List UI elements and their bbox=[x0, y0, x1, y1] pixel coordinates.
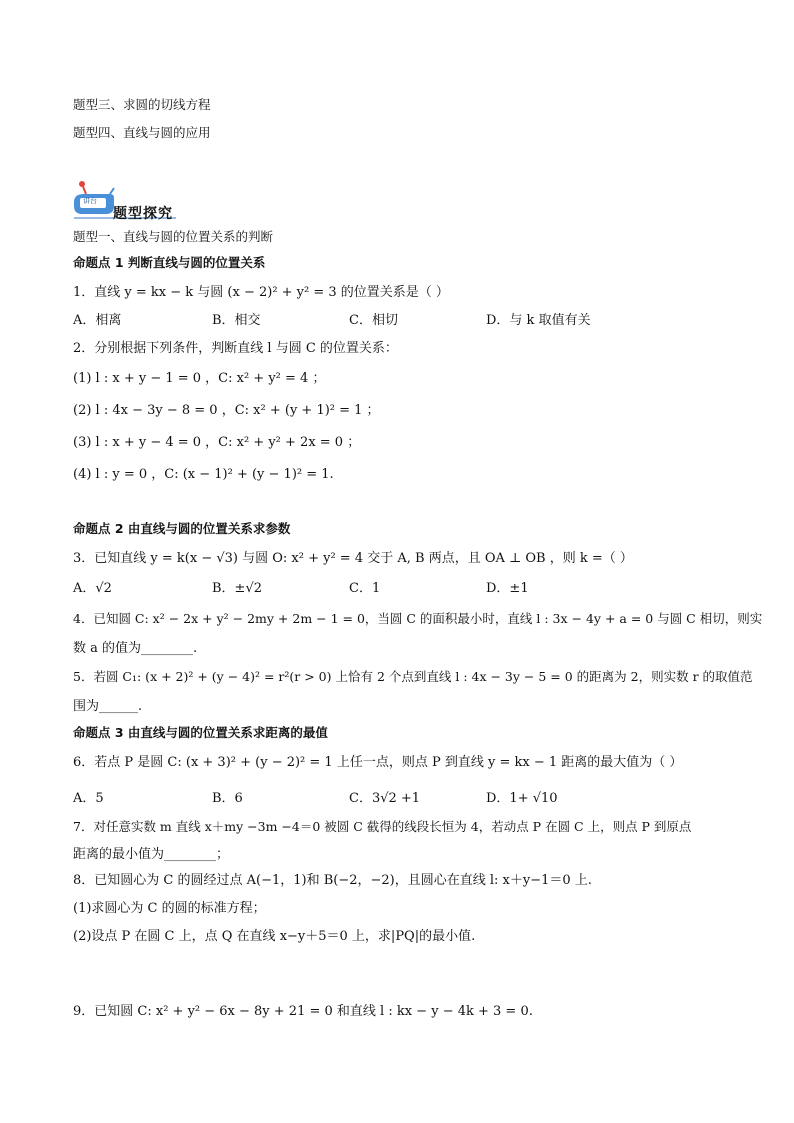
question-8-part-1: (1)求圆心为 C 的圆的标准方程； bbox=[73, 901, 266, 916]
question-7-line-1: 7．对任意实数 m 直线 x＋my −3m −4＝0 被圆 C 截得的线段长恒为 4，若动点 P 在圆 C 上，则点 P 到原点 bbox=[73, 819, 692, 834]
toc-item-2: 题型三、求圆的切线方程 bbox=[73, 97, 211, 112]
point3-title: 命题点 3 由直线与圆的位置关系求距离的最值 bbox=[73, 725, 328, 740]
q3-option-b: B．±√2 bbox=[212, 581, 263, 596]
q3-option-d: D．±1 bbox=[486, 581, 529, 596]
q1-option-c: C．相切 bbox=[349, 313, 398, 328]
q2-item-1: (1) l : x + y − 1 = 0 ，C: x² + y² = 4 ； bbox=[73, 371, 326, 386]
q1-option-b: B．相交 bbox=[212, 313, 261, 328]
question-9: 9．已知圆 C: x² + y² − 6x − 8y + 21 = 0 和直线 l : kx − y − 4k + 3 = 0. bbox=[73, 1004, 533, 1019]
question-8-part-2: (2)设点 P 在圆 C 上，点 Q 在直线 x−y＋5＝0 上，求|PQ|的最小值. bbox=[73, 929, 476, 944]
q3-option-c: C．1 bbox=[349, 581, 381, 596]
q6-option-a: A．5 bbox=[73, 791, 104, 806]
question-4-line-1: 4．已知圆 C: x² − 2x + y² − 2my + 2m − 1 = 0，当圆 C 的面积最小时，直线 l : 3x − 4y + a = 0 与圆 C 相切，则实 bbox=[73, 611, 763, 626]
q2-item-4: (4) l : y = 0 ，C: (x − 1)² + (y − 1)² = 1. bbox=[73, 467, 334, 482]
question-4-line-2: 数 a 的值为________. bbox=[73, 641, 198, 656]
question-7-line-2: 距离的最小值为________； bbox=[73, 847, 230, 862]
question-2: 2．分别根据下列条件，判断直线 l 与圆 C 的位置关系： bbox=[73, 341, 398, 356]
section-logo-text: 题型探究 bbox=[113, 206, 173, 222]
q3-option-a: A．√2 bbox=[73, 581, 112, 596]
point1-title: 命题点 1 判断直线与圆的位置关系 bbox=[73, 255, 266, 270]
q1-option-a: A．相离 bbox=[73, 313, 122, 328]
logo-badge-text: 讲台 bbox=[83, 197, 97, 205]
q1-option-d: D．与 k 取值有关 bbox=[486, 313, 591, 328]
q2-item-3: (3) l : x + y − 4 = 0 ，C: x² + y² + 2x = 0 ； bbox=[73, 435, 361, 450]
question-6: 6．若点 P 是圆 C: (x + 3)² + (y − 2)² = 1 上任一点，则点 P 到直线 y = kx − 1 距离的最大值为（ ） bbox=[73, 755, 683, 770]
q6-option-b: B．6 bbox=[212, 791, 243, 806]
question-3: 3．已知直线 y = k(x − √3) 与圆 O: x² + y² = 4 交于 A, B 两点，且 OA ⊥ OB ，则 k =（ ） bbox=[73, 551, 633, 566]
question-8: 8．已知圆心为 C 的圆经过点 A(−1，1)和 B(−2，−2)，且圆心在直线 l: x＋y−1＝0 上. bbox=[73, 873, 592, 888]
question-5-line-1: 5．若圆 C₁: (x + 2)² + (y − 4)² = r²(r > 0) 上恰有 2 个点到直线 l : 4x − 3y − 5 = 0 的距离为 2，则实数 r 的取值范 bbox=[73, 669, 753, 684]
section1-title: 题型一、直线与圆的位置关系的判断 bbox=[73, 229, 274, 244]
point2-title: 命题点 2 由直线与圆的位置关系求参数 bbox=[73, 521, 291, 536]
question-5-line-2: 围为______. bbox=[73, 699, 143, 714]
q2-item-2: (2) l : 4x − 3y − 8 = 0 ，C: x² + (y + 1)² = 1 ； bbox=[73, 403, 380, 418]
q6-option-d: D．1+ √10 bbox=[486, 791, 558, 806]
q6-option-c: C．3√2 +1 bbox=[349, 791, 421, 806]
question-1: 1．直线 y = kx − k 与圆 (x − 2)² + y² = 3 的位置关系是（ ） bbox=[73, 285, 449, 300]
toc-item-3: 题型四、直线与圆的应用 bbox=[73, 125, 211, 140]
